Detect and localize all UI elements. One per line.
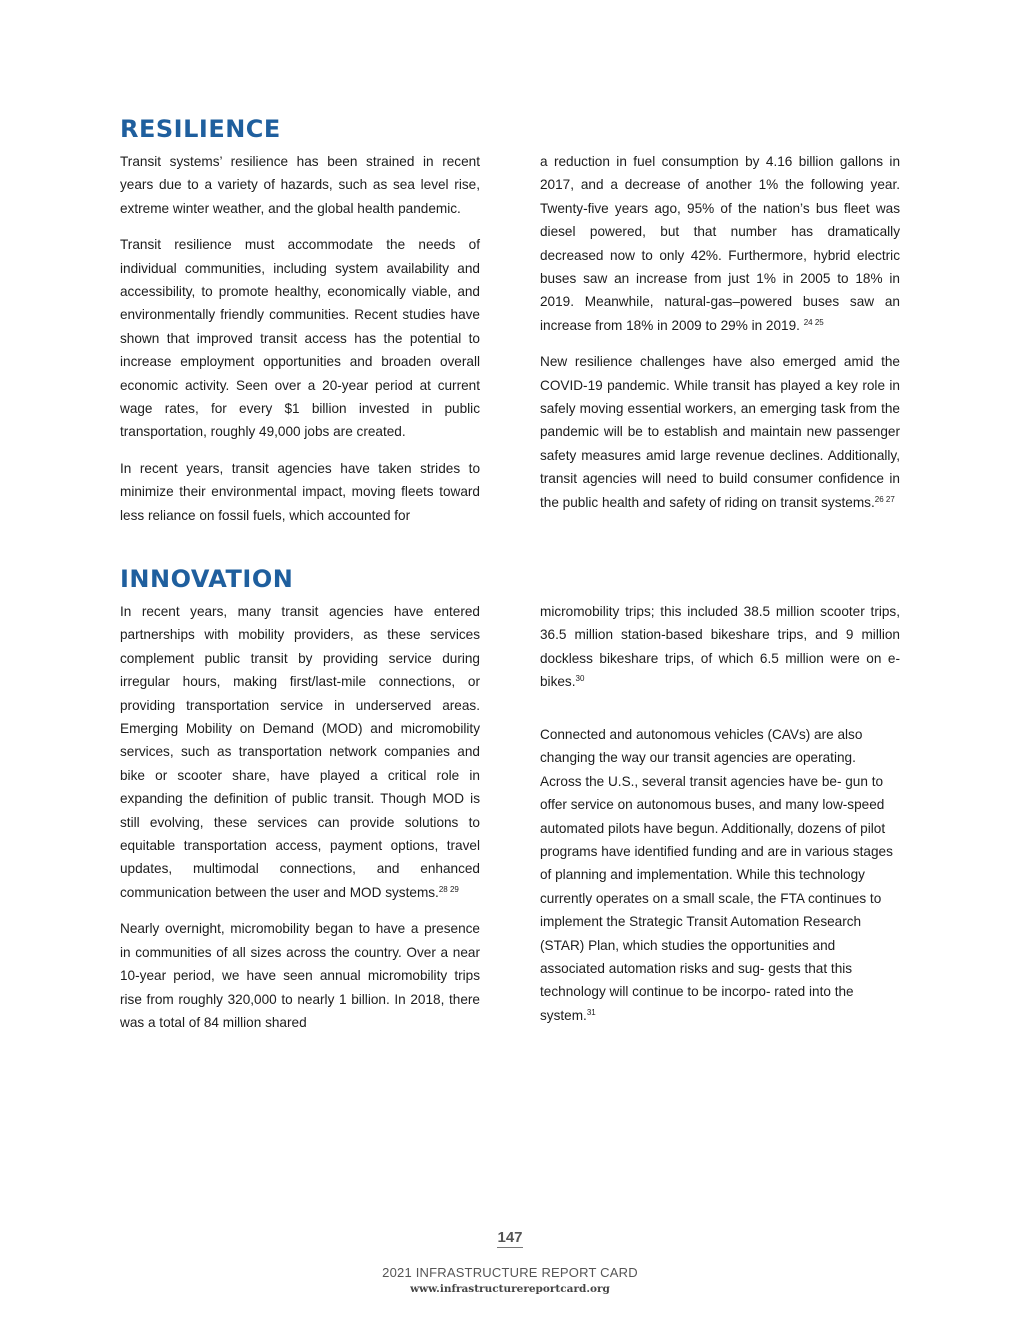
footnote-ref-30: 30 <box>575 674 585 684</box>
resilience-paragraph-5 <box>540 350 900 514</box>
innovation-paragraph-4 <box>540 723 900 1027</box>
resilience-heading: RESILIENCE <box>120 115 281 143</box>
footnote-ref-26-27: 26 27 <box>874 494 895 504</box>
innovation-paragraph-4-text: Connected and autonomous vehicles (CAVs) are also changing the way our transit agencies are operating. Across the U.S., several transit agencies have be- gun to offer service on autonomous buses, and many low-speed automated pilots have begun. Additionally, dozens of pilot programs have identified funding and are in various stages of planning and implementation. While this technology currently operates on a small scale, the FTA continues to implement the Strategic Transit Automation Research (STAR) Plan, which studies the opportunities and associated automation risks and sug- gests that this technology will continue to be incorpo- rated into the system. <box>540 727 893 1023</box>
report-title: 2021 INFRASTRUCTURE REPORT CARD <box>382 1265 638 1280</box>
report-url-link[interactable]: www.infrastructurereportcard.org <box>410 1283 610 1295</box>
innovation-paragraph-3-text: micromobility trips; this included 38.5 million scooter trips, 36.5 million station-based bikeshare trips, and 9 million dockless bikeshare trips, of which 6.5 million were on e-bikes. <box>540 604 900 690</box>
innovation-right-column-lower <box>540 723 900 1040</box>
innovation-paragraph-1-text: In recent years, many transit agencies have entered partnerships with mobility providers, as these services complement public transit by providing service during irregular hours, making first/last-mile connections, or providing transportation service in underserved areas. Emerging Mobility on Demand (MOD) and micromobility services, such as transportation network companies and bike or scooter share, have played a critical role in expanding the definition of public transit. Though MOD is still evolving, these services can provide solutions to equitable transportation access, payment options, travel updates, multimodal connections, and enhanced communication between the user and MOD systems. <box>120 604 480 900</box>
innovation-right-column <box>540 600 900 707</box>
footnote-ref-31: 31 <box>586 1007 596 1017</box>
footnote-ref-24-25: 24 25 <box>803 317 824 327</box>
resilience-right-column <box>540 150 900 527</box>
resilience-paragraph-5-text: New resilience challenges have also emerged amid the COVID-19 pandemic. While transit has played a key role in safely moving essential workers, an emerging task from the pandemic will be to establish and maintain new passenger safety measures amid large revenue declines. Additionally, transit agencies will need to build consumer confidence in the public health and safety of riding on transit systems. <box>540 354 900 510</box>
resilience-paragraph-4 <box>540 150 900 337</box>
resilience-left-column <box>120 150 480 540</box>
innovation-paragraph-2: Nearly overnight, micromobility began to have a presence in communities of all sizes across the country. Over a near 10-year period, we have seen annual micromobility trips rise from roughly 320,000 to nearly 1 billion. In 2018, there was a total of 84 million shared <box>120 921 480 1030</box>
page-number-text: 147 <box>497 1229 523 1246</box>
page-number <box>0 1229 1020 1248</box>
resilience-paragraph-1: Transit systems’ resilience has been strained in recent years due to a variety of hazards, such as sea level rise, extreme winter weather, and the global health pandemic. <box>120 154 480 216</box>
innovation-left-column <box>120 600 480 1047</box>
innovation-paragraph-1 <box>120 600 480 904</box>
innovation-heading: INNOVATION <box>120 565 294 593</box>
resilience-paragraph-4-text: a reduction in fuel consumption by 4.16 billion gallons in 2017, and a decrease of another 1% the following year. Twenty-five years ago, 95% of the nation’s bus fleet was diesel powered, but that number has dramatically decreased now to only 42%. Furthermore, hybrid electric buses saw an increase from just 1% in 2005 to 18% in 2019. Meanwhile, natural-gas–powered buses saw an increase from 18% in 2009 to 29% in 2019. <box>540 154 900 333</box>
innovation-paragraph-3 <box>540 600 900 694</box>
resilience-paragraph-3: In recent years, transit agencies have taken strides to minimize their environmental impact, moving fleets toward less reliance on fossil fuels, which accounted for <box>120 460 480 523</box>
footnote-ref-28-29: 28 29 <box>438 884 459 894</box>
resilience-paragraph-2: Transit resilience must accommodate the needs of individual communities, including system availability and accessibility, to promote healthy, economically viable, and environmentally friendly communities. Recent studies have shown that improved transit access has the potential to increase employment opportunities and broaden overall economic activity. Seen over a 20-year period at current wage rates, for every $1 billion invested in public transportation, roughly 49,000 jobs are created. <box>120 237 480 440</box>
